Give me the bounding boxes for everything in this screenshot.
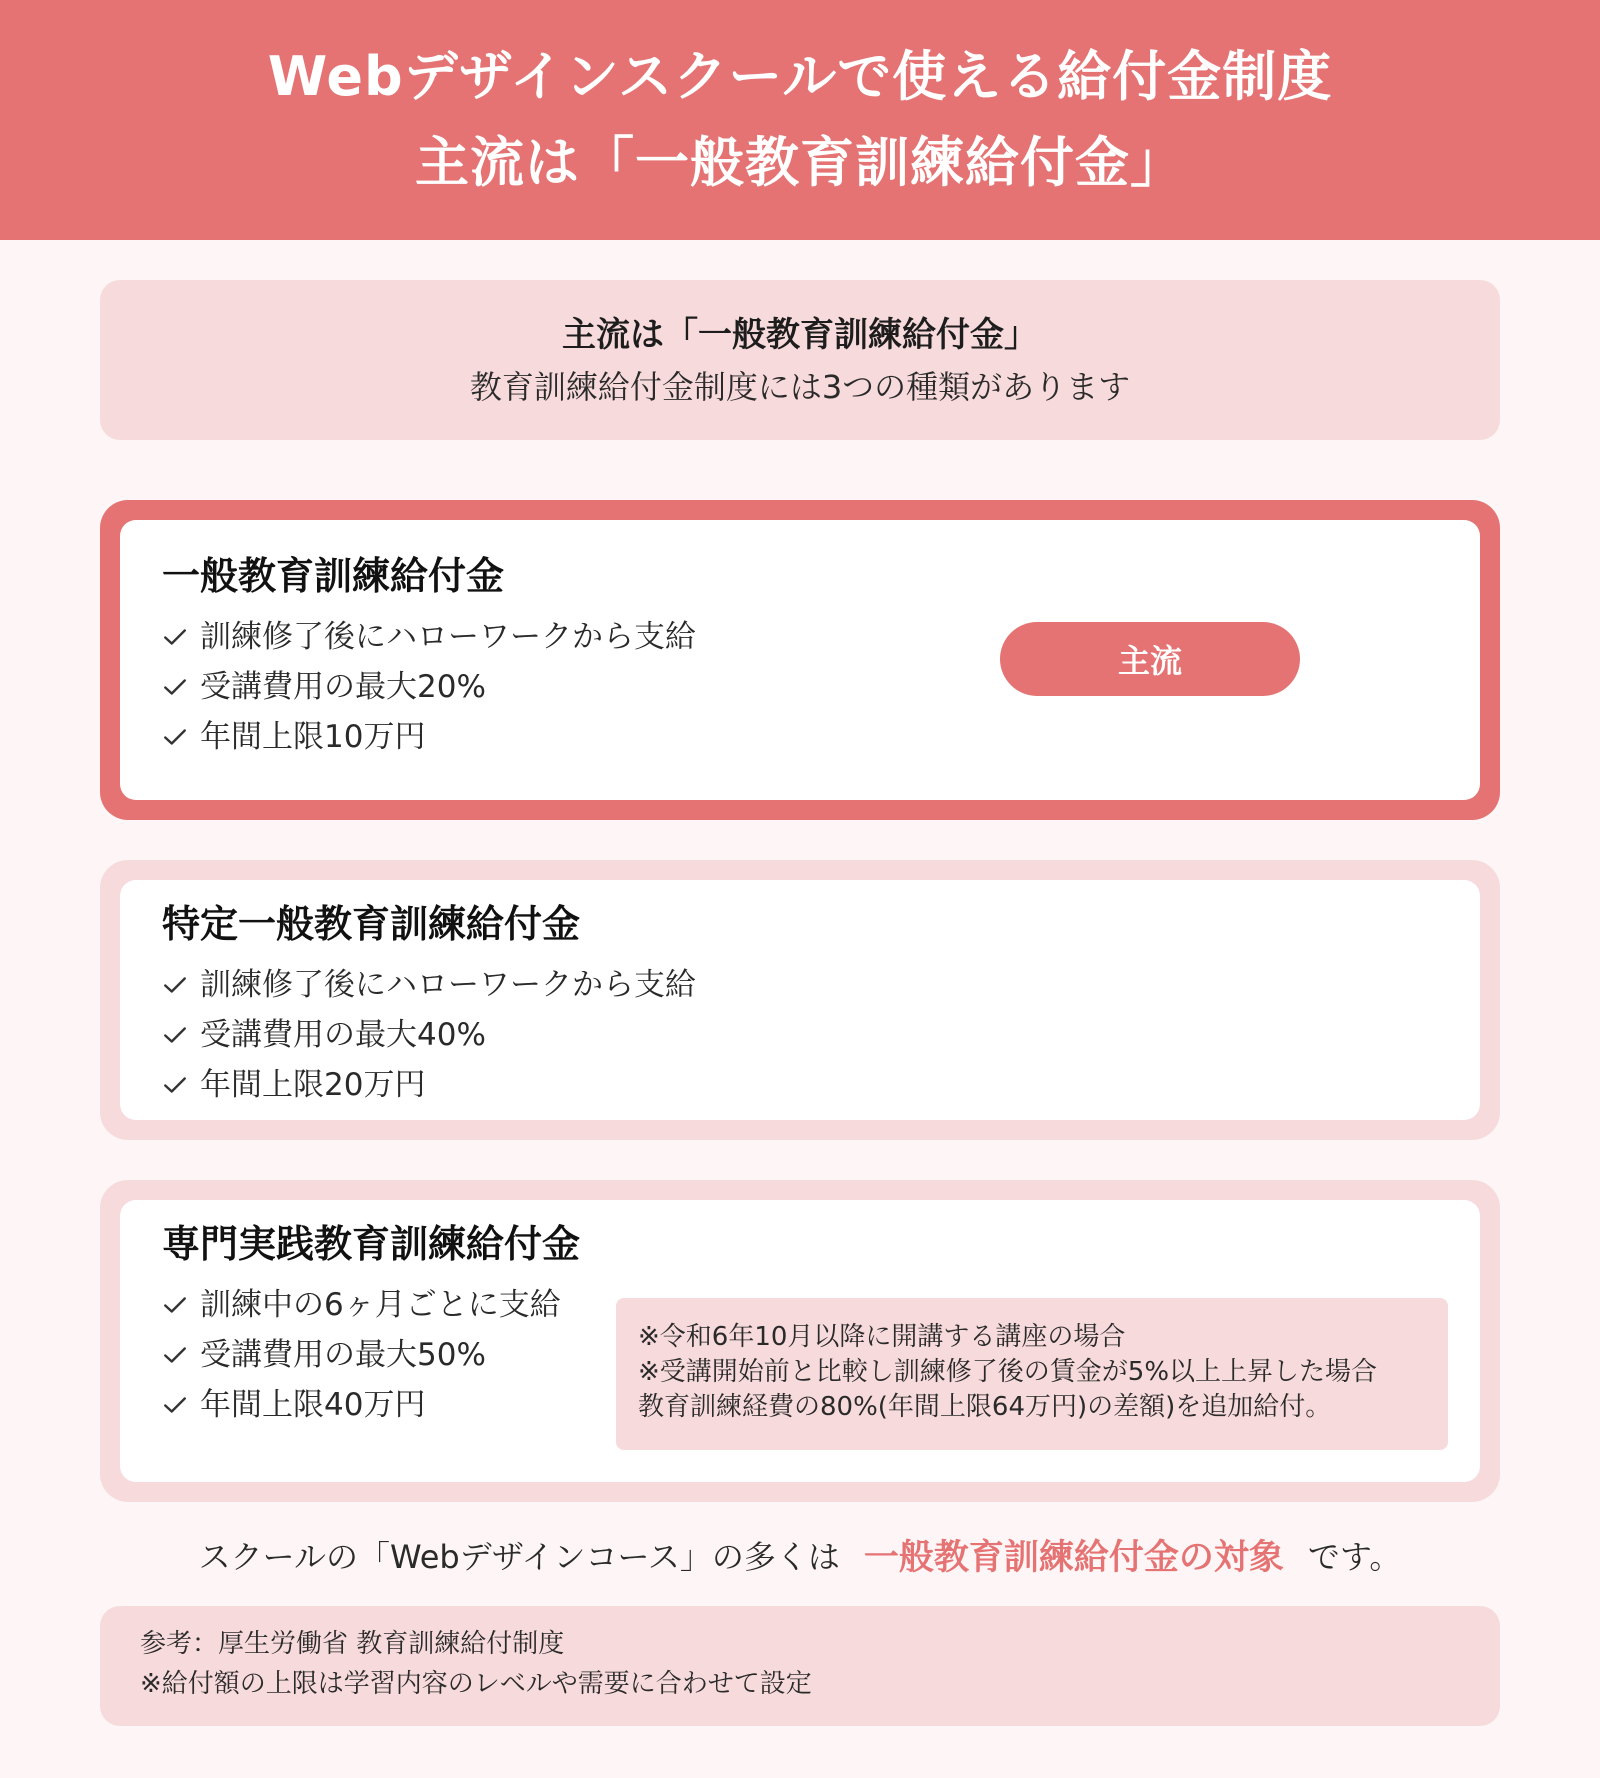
check-icon <box>162 1072 188 1098</box>
list-item-text: 訓練修了後にハローワークから支給 <box>200 967 696 1003</box>
check-icon <box>162 1342 188 1368</box>
list-item-text: 受講費用の最大40% <box>200 1017 486 1053</box>
card-general-training <box>100 500 1500 820</box>
check-icon <box>162 1392 188 1418</box>
list-item-text: 受講費用の最大20% <box>200 669 486 705</box>
summary-line <box>0 1520 1600 1590</box>
list-item <box>162 1010 1438 1060</box>
card-professional-training <box>100 1180 1500 1502</box>
list-item-text: 年間上限20万円 <box>200 1067 426 1103</box>
card-title: 特定一般教育訓練給付金 <box>162 902 581 946</box>
card-title: 一般教育訓練給付金 <box>162 554 505 598</box>
reference-source: 参考：厚生労働省 教育訓練給付制度 <box>140 1629 565 1659</box>
check-icon <box>162 972 188 998</box>
reference-note: ※給付額の上限は学習内容のレベルや需要に合わせて設定 <box>140 1669 812 1699</box>
list-item-text: 訓練修了後にハローワークから支給 <box>200 619 696 655</box>
note-line: 教育訓練経費の80%(年間上限64万円)の差額)を追加給付。 <box>638 1392 1332 1422</box>
note-line: ※令和6年10月以降に開講する講座の場合 <box>638 1322 1126 1352</box>
list-item-text: 年間上限40万円 <box>200 1387 426 1423</box>
list-item <box>162 960 1438 1010</box>
list-item <box>162 712 1438 762</box>
card-specific-general-training <box>100 860 1500 1140</box>
summary-after: です。 <box>1307 1538 1402 1576</box>
note-line: ※受講開始前と比較し訓練修了後の賃金が5%以上上昇した場合 <box>638 1357 1378 1387</box>
page-title: Webデザインスクールで使える給付金制度 <box>267 45 1333 108</box>
reference-box <box>100 1606 1500 1726</box>
page-header <box>0 0 1600 240</box>
page-subtitle: 主流は「一般教育訓練給付金」 <box>415 131 1185 194</box>
check-icon <box>162 674 188 700</box>
check-icon <box>162 1292 188 1318</box>
additional-benefit-note <box>616 1298 1448 1450</box>
summary-highlight: 一般教育訓練給付金の対象 <box>863 1538 1284 1578</box>
list-item <box>162 1060 1438 1110</box>
card-title: 専門実践教育訓練給付金 <box>162 1222 581 1266</box>
intro-title: 主流は「一般教育訓練給付金」 <box>562 315 1038 355</box>
check-icon <box>162 624 188 650</box>
mainstream-badge: 主流 <box>1000 622 1300 696</box>
check-icon <box>162 1022 188 1048</box>
intro-subtitle: 教育訓練給付金制度には3つの種類があります <box>469 368 1131 406</box>
benefit-list <box>162 960 1438 1110</box>
intro-box <box>100 280 1500 440</box>
list-item-text: 訓練中の6ヶ月ごとに支給 <box>200 1287 561 1323</box>
summary-before: スクールの「Webデザインコース」の多くは <box>198 1538 840 1576</box>
list-item-text: 受講費用の最大50% <box>200 1337 486 1373</box>
check-icon <box>162 724 188 750</box>
list-item-text: 年間上限10万円 <box>200 719 426 755</box>
